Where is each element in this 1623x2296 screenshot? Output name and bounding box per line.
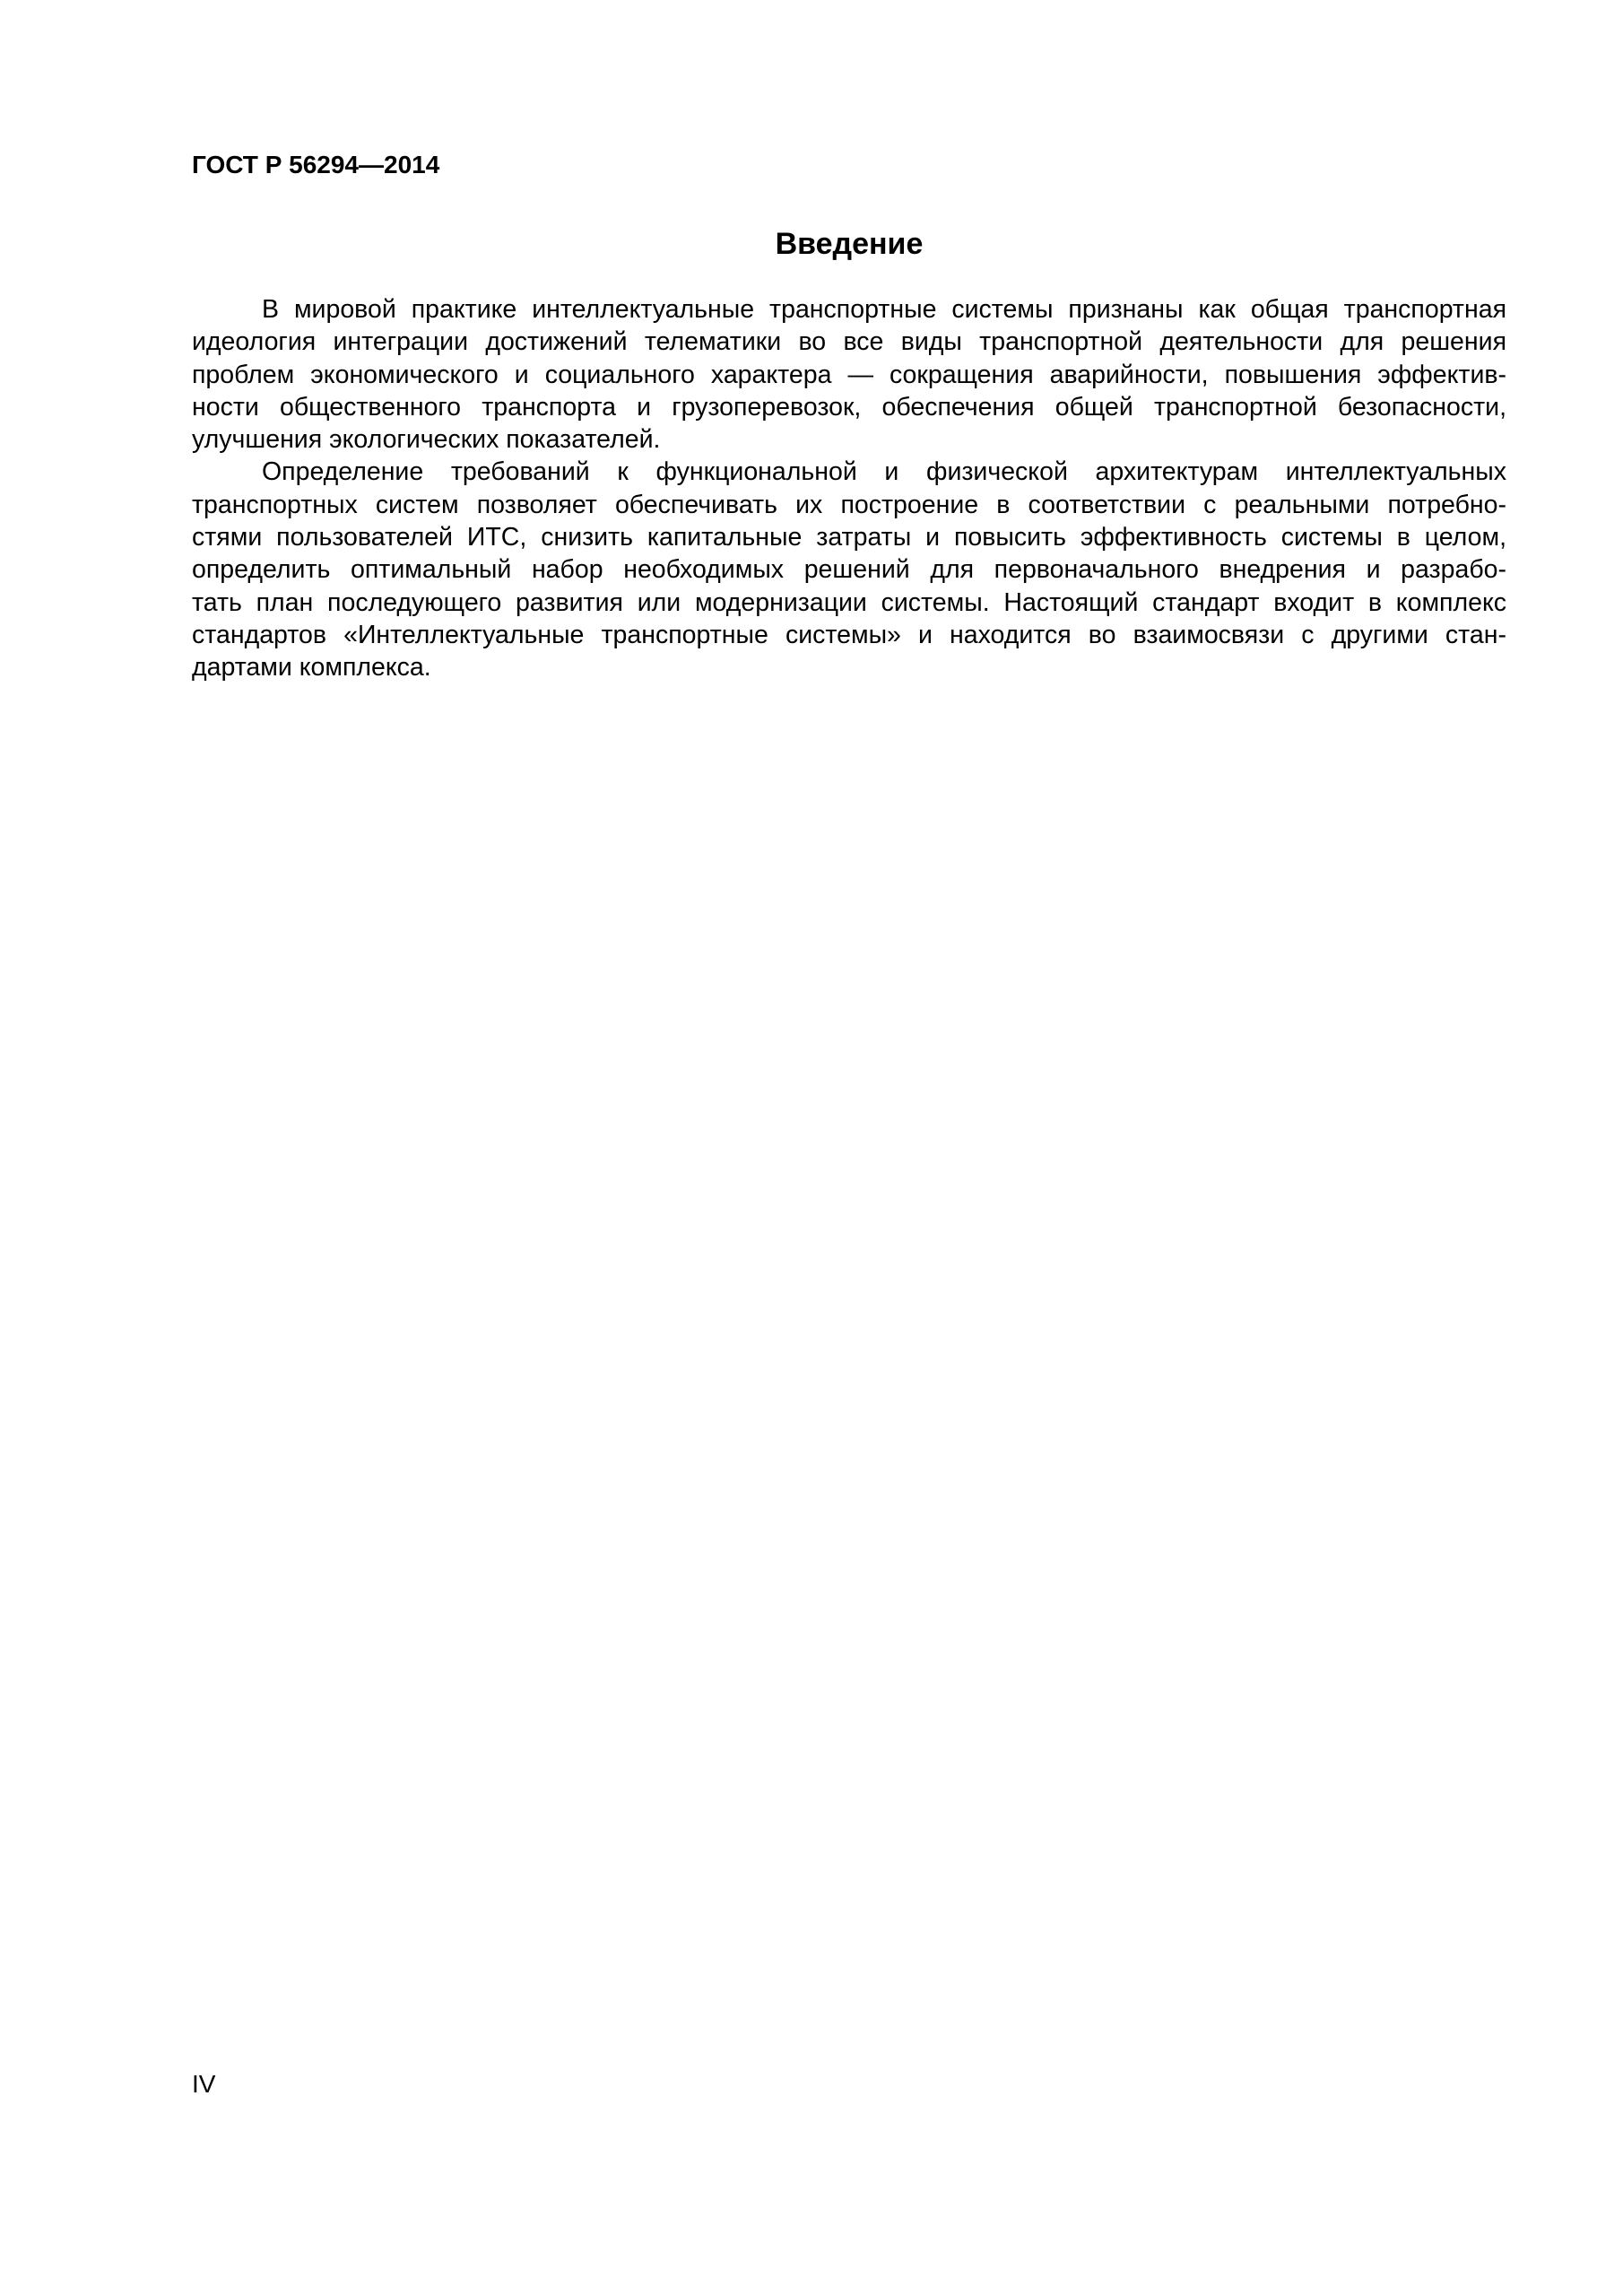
text-line: идеология интеграции достижений телематики во все виды транспортной деятельности для решения bbox=[192, 327, 1506, 357]
text-line: Определение требований к функциональной и физической архитектурам интеллектуальных bbox=[262, 457, 1506, 487]
text-line: стями пользователей ИТС, снизить капитальные затраты и повысить эффективность системы в целом, bbox=[192, 523, 1506, 552]
body-text bbox=[192, 293, 1506, 684]
text-line: улучшения экологических показателей. bbox=[192, 425, 661, 455]
section-title: Введение bbox=[775, 227, 924, 261]
text-line: ности общественного транспорта и грузоперевозок, обеспечения общей транспортной безопасности, bbox=[192, 392, 1506, 422]
text-line: проблем экономического и социального характера — сокращения аварийности, повышения эффектив- bbox=[192, 360, 1506, 389]
text-line: транспортных систем позволяет обеспечивать их построение в соответствии с реальными потребно- bbox=[192, 490, 1506, 519]
text-line: определить оптимальный набор необходимых решений для первоначального внедрения и разрабо- bbox=[192, 555, 1506, 585]
paragraph bbox=[192, 456, 1506, 683]
text-line: В мировой практике интеллектуальные транспортные системы признаны как общая транспортная bbox=[262, 295, 1506, 324]
text-line: дартами комплекса. bbox=[192, 653, 431, 683]
text-line: тать план последующего развития или модернизации системы. Настоящий стандарт входит в комплекс bbox=[192, 587, 1506, 617]
text-line: стандартов «Интеллектуальные транспортные системы» и находится во взаимосвязи с другими стан- bbox=[192, 620, 1506, 649]
paragraph bbox=[192, 293, 1506, 456]
document-code: ГОСТ Р 56294—2014 bbox=[192, 151, 440, 178]
page-number: IV bbox=[192, 2070, 216, 2098]
